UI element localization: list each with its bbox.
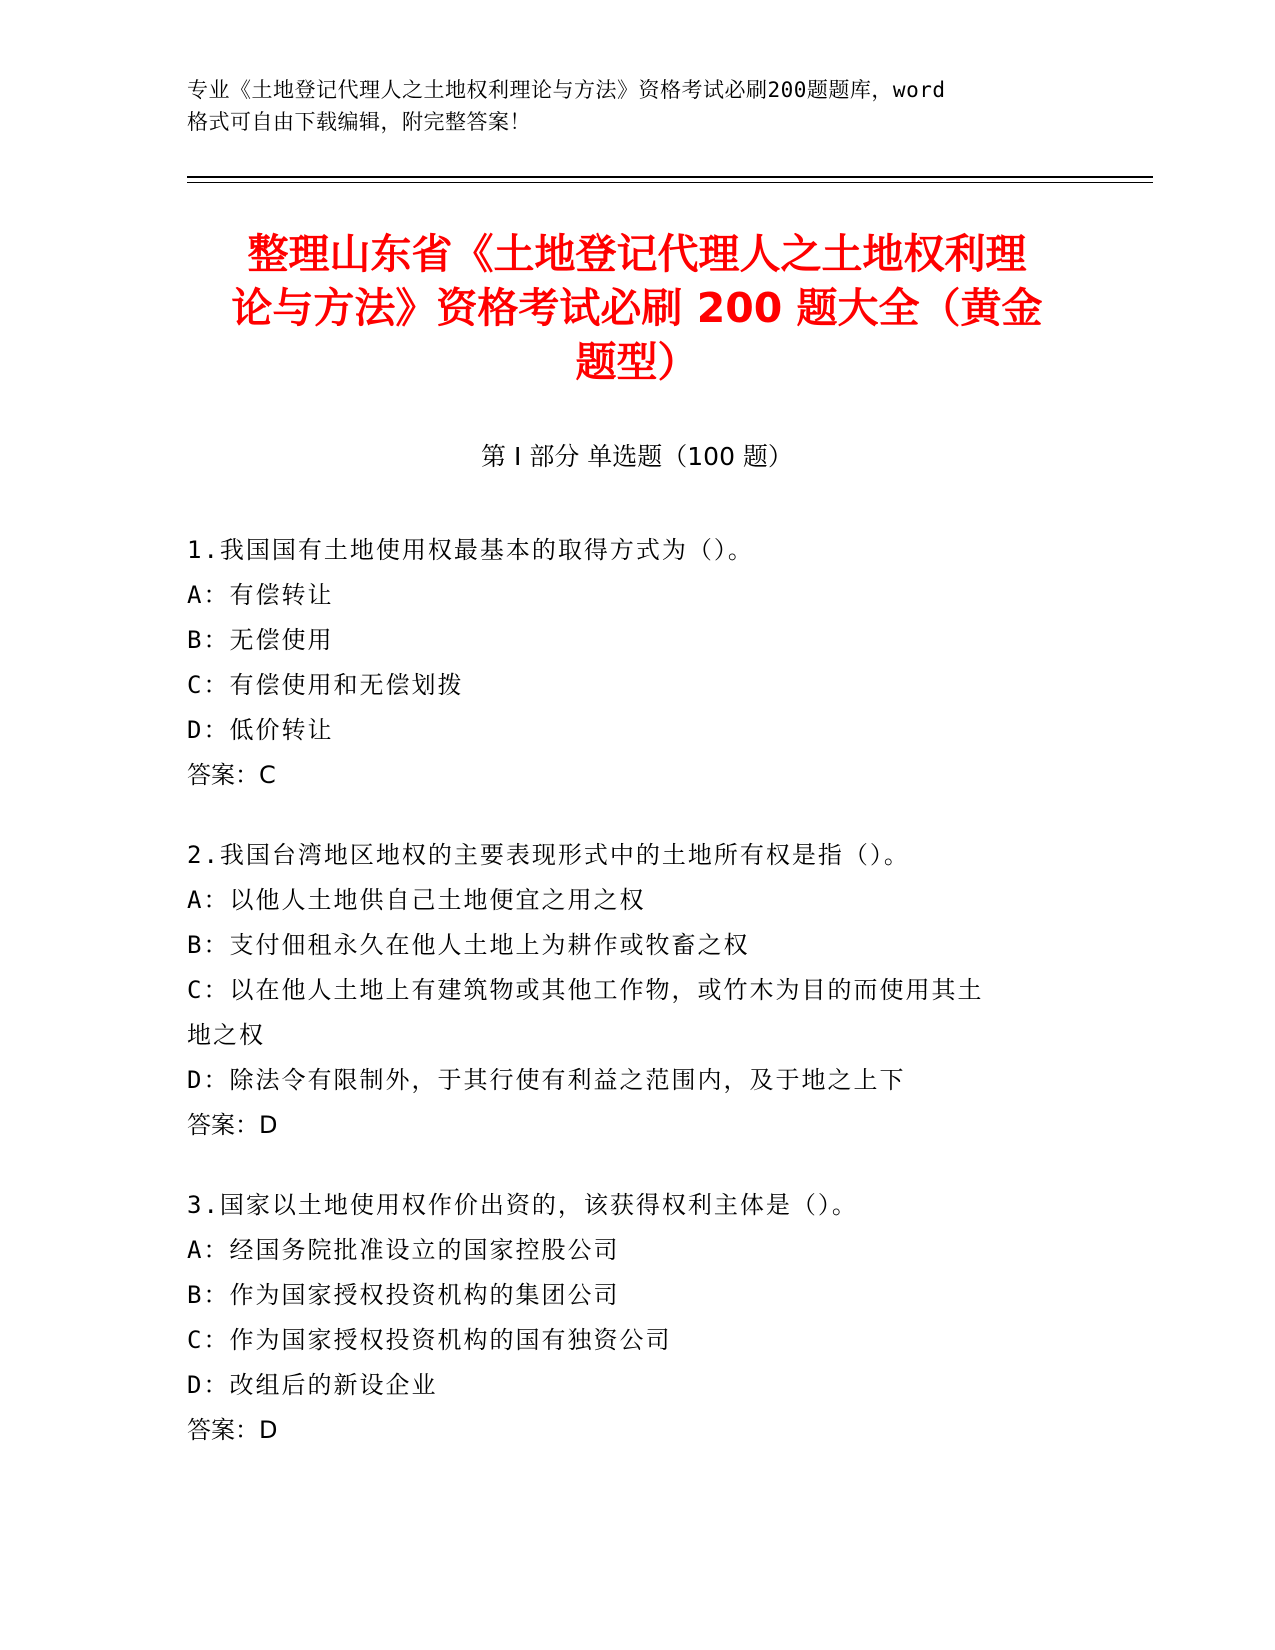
section-title: 第 I 部分 单选题（100 题）	[481, 442, 793, 471]
question-stem: 3.国家以土地使用权作价出资的，该获得权利主体是（）。	[187, 1191, 858, 1219]
option-d: D：改组后的新设企业	[187, 1371, 438, 1399]
header-rule-thin	[187, 182, 1153, 183]
document-title	[187, 227, 1087, 389]
question-2	[187, 833, 1087, 1148]
document-title-line-3: 题型）	[575, 338, 699, 386]
option-c: C：有偿使用和无偿划拨	[187, 671, 464, 699]
question-3	[187, 1183, 1087, 1453]
answer-text: 答案：C	[187, 761, 276, 789]
header-rule-thick	[187, 176, 1153, 178]
option-b: B：无偿使用	[187, 626, 334, 654]
answer-text: 答案：D	[187, 1111, 278, 1139]
document-title-line-1: 整理山东省《土地登记代理人之土地权利理	[247, 230, 1027, 278]
question-1	[187, 528, 1087, 798]
document-title-line-2: 论与方法》资格考试必刷 200 题大全（黄金	[231, 284, 1043, 332]
option-a: A：以他人土地供自己土地便宜之用之权	[187, 886, 646, 914]
question-list	[187, 528, 1087, 1488]
header-note	[187, 74, 1067, 138]
option-d: D：低价转让	[187, 716, 334, 744]
question-stem: 1.我国国有土地使用权最基本的取得方式为（）。	[187, 536, 754, 564]
option-c: C：作为国家授权投资机构的国有独资公司	[187, 1326, 672, 1354]
option-a: A：有偿转让	[187, 581, 334, 609]
header-note-line-1: 专业《土地登记代理人之土地权利理论与方法》资格考试必刷200题题库，word	[187, 78, 946, 102]
header-note-line-2: 格式可自由下载编辑，附完整答案！	[187, 110, 531, 134]
option-c-continued: 地之权	[187, 1021, 265, 1049]
option-b: B：作为国家授权投资机构的集团公司	[187, 1281, 620, 1309]
option-d: D：除法令有限制外，于其行使有利益之范围内，及于地之上下	[187, 1066, 906, 1094]
option-b: B：支付佃租永久在他人土地上为耕作或牧畜之权	[187, 931, 750, 959]
option-c: C：以在他人土地上有建筑物或其他工作物，或竹木为目的而使用其土	[187, 976, 984, 1004]
answer-text: 答案：D	[187, 1416, 278, 1444]
question-stem: 2.我国台湾地区地权的主要表现形式中的土地所有权是指（）。	[187, 841, 910, 869]
option-a: A：经国务院批准设立的国家控股公司	[187, 1236, 620, 1264]
